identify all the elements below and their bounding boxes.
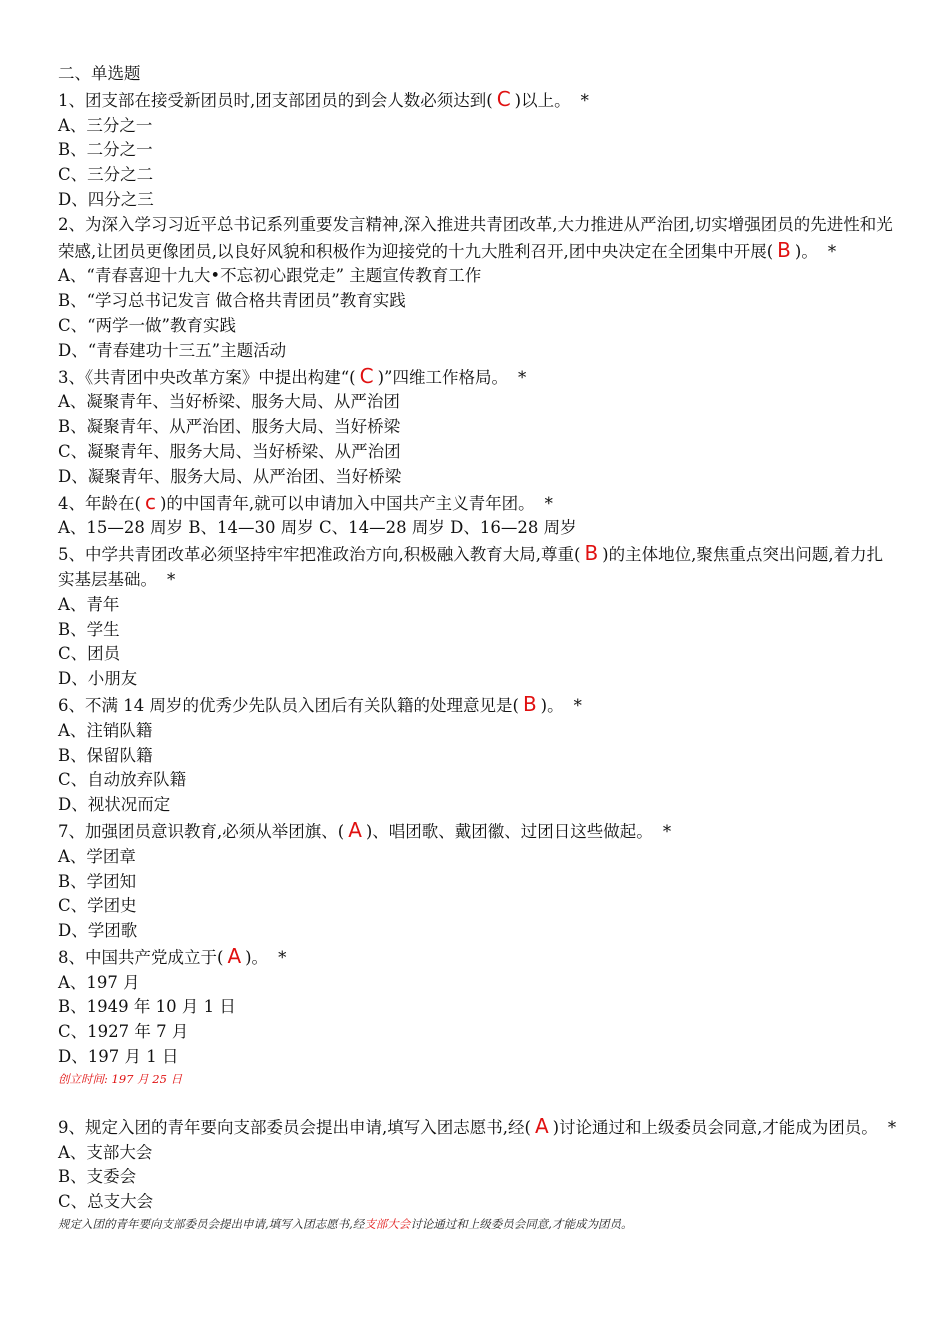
annotation-note: 创立时间: 197 月 25 日 — [58, 1071, 183, 1086]
option: D、四分之三 — [58, 189, 154, 209]
question-number: 2、 — [58, 214, 85, 234]
answer-mark: B — [584, 541, 599, 566]
question-3 — [58, 364, 898, 391]
option: A、支部大会 — [58, 1142, 153, 1162]
option: A、三分之一 — [58, 115, 153, 135]
question-6 — [58, 692, 898, 719]
option: C、团员 — [58, 644, 121, 664]
required-star: * — [827, 241, 837, 261]
option: A、“青春喜迎十九大•不忘初心跟党走” 主题宣传教育工作 — [58, 266, 482, 286]
required-star: * — [517, 367, 527, 387]
option: C、1927 年 7 月 — [58, 1022, 189, 1042]
option: A、凝聚青年、当好桥梁、服务大局、从严治团 — [58, 392, 400, 412]
answer-mark: A — [348, 817, 362, 842]
required-star: * — [887, 1117, 897, 1137]
option: B、保留队籍 — [58, 745, 153, 765]
question-text-end: )以上。 — [514, 90, 571, 110]
option: C、“两学一做”教育实践 — [58, 315, 236, 335]
question-text: 中国共产党成立于( — [85, 947, 224, 967]
question-text: 规定入团的青年要向支部委员会提出申请,填写入团志愿书,经( — [85, 1117, 531, 1137]
required-star: * — [573, 695, 582, 715]
option: B、二分之一 — [58, 140, 153, 160]
question-number: 1、 — [58, 90, 85, 110]
question-text: 不满 14 周岁的优秀少先队员入团后有关队籍的处理意见是( — [85, 695, 519, 715]
option: A、15—28 周岁 B、14—30 周岁 C、14—28 周岁 D、16—28 周岁 — [58, 518, 577, 538]
option: D、凝聚青年、服务大局、从严治团、当好桥梁 — [58, 466, 402, 486]
note-text-end: 讨论通过和上级委员会同意,才能成为团员。 — [410, 1217, 633, 1232]
question-text-end: )。 — [245, 947, 269, 967]
option: D、视状况而定 — [58, 795, 171, 815]
option: B、凝聚青年、从严治团、服务大局、当好桥梁 — [58, 417, 401, 437]
question-2 — [58, 213, 898, 265]
section-title: 二、单选题 — [58, 64, 141, 83]
document-page — [58, 62, 898, 1233]
question-5 — [58, 541, 898, 593]
answer-mark: B — [777, 237, 791, 262]
option: C、学团史 — [58, 896, 137, 916]
required-star: * — [167, 569, 176, 589]
option: A、注销队籍 — [58, 720, 153, 740]
question-text-end: )”四维工作格局。 — [377, 367, 508, 387]
question-text-end: )。 — [540, 695, 564, 715]
note-highlight: 支部大会 — [364, 1217, 411, 1232]
option: C、三分之二 — [58, 165, 154, 185]
question-text-end: )、唱团歌、戴团徽、过团日这些做起。 — [365, 821, 653, 841]
option: D、学团歌 — [58, 921, 138, 941]
spacer — [58, 1088, 898, 1114]
question-number: 6、 — [58, 695, 85, 715]
question-text: 团支部在接受新团员时,团支部团员的到会人数必须达到( — [85, 90, 493, 110]
question-text-end: )的主体地位,聚焦重点突出问题,着力扎实基层基础。 — [58, 545, 884, 589]
question-1 — [58, 87, 898, 114]
option: A、学团章 — [58, 846, 136, 866]
question-number: 8、 — [58, 947, 85, 967]
required-star: * — [278, 947, 287, 967]
answer-mark: C — [359, 363, 374, 388]
option: A、青年 — [58, 594, 120, 614]
option: B、学生 — [58, 619, 120, 639]
question-text: 《共青团中央改革方案》中提出构建“( — [85, 367, 356, 387]
question-text-end: )的中国青年,就可以申请加入中国共产主义青年团。 — [159, 493, 535, 513]
option: B、“学习总书记发言 做合格共青团员”教育实践 — [58, 291, 406, 311]
option: D、“青春建功十三五”主题活动 — [58, 340, 287, 360]
question-4 — [58, 490, 898, 517]
question-text: 加强团员意识教育,必须从举团旗、( — [85, 821, 345, 841]
option: C、自动放弃队籍 — [58, 770, 187, 790]
answer-mark: c — [144, 489, 156, 514]
question-text-end: )讨论通过和上级委员会同意,才能成为团员。 — [552, 1117, 878, 1137]
option: B、1949 年 10 月 1 日 — [58, 997, 236, 1017]
option: D、197 月 1 日 — [58, 1047, 179, 1067]
required-star: * — [544, 493, 553, 513]
option: C、总支大会 — [58, 1192, 154, 1212]
question-text: 中学共青团改革必须坚持牢牢把准政治方向,积极融入教育大局,尊重( — [85, 545, 581, 565]
question-8 — [58, 944, 898, 971]
option: B、学团知 — [58, 871, 137, 891]
note-text: 规定入团的青年要向支部委员会提出申请,填写入团志愿书,经 — [58, 1217, 365, 1232]
answer-mark: A — [534, 1113, 549, 1138]
answer-mark: C — [496, 86, 511, 111]
question-number: 7、 — [58, 821, 85, 841]
question-text: 年龄在( — [85, 493, 141, 513]
question-text-end: )。 — [794, 241, 818, 261]
required-star: * — [580, 90, 589, 110]
question-text: 为深入学习习近平总书记系列重要发言精神,深入推进共青团改革,大力推进从严治团,切实增强团员的先进性和光荣感,让团员更像团员,以良好风貌和积极作为迎接党的十九大胜利召开,团中央决定在全团集中开展( — [58, 214, 893, 261]
option: C、凝聚青年、服务大局、当好桥梁、从严治团 — [58, 441, 401, 461]
question-number: 3、 — [58, 367, 85, 387]
required-star: * — [662, 821, 672, 841]
answer-mark: B — [522, 691, 537, 716]
question-9 — [58, 1114, 898, 1141]
answer-mark: A — [227, 943, 242, 968]
question-number: 4、 — [58, 493, 85, 513]
option: B、支委会 — [58, 1167, 137, 1187]
option: D、小朋友 — [58, 669, 138, 689]
question-number: 9、 — [58, 1117, 85, 1137]
option: A、197 月 — [58, 972, 140, 992]
annotation-note — [58, 1215, 898, 1233]
question-number: 5、 — [58, 545, 85, 565]
question-7 — [58, 818, 898, 845]
